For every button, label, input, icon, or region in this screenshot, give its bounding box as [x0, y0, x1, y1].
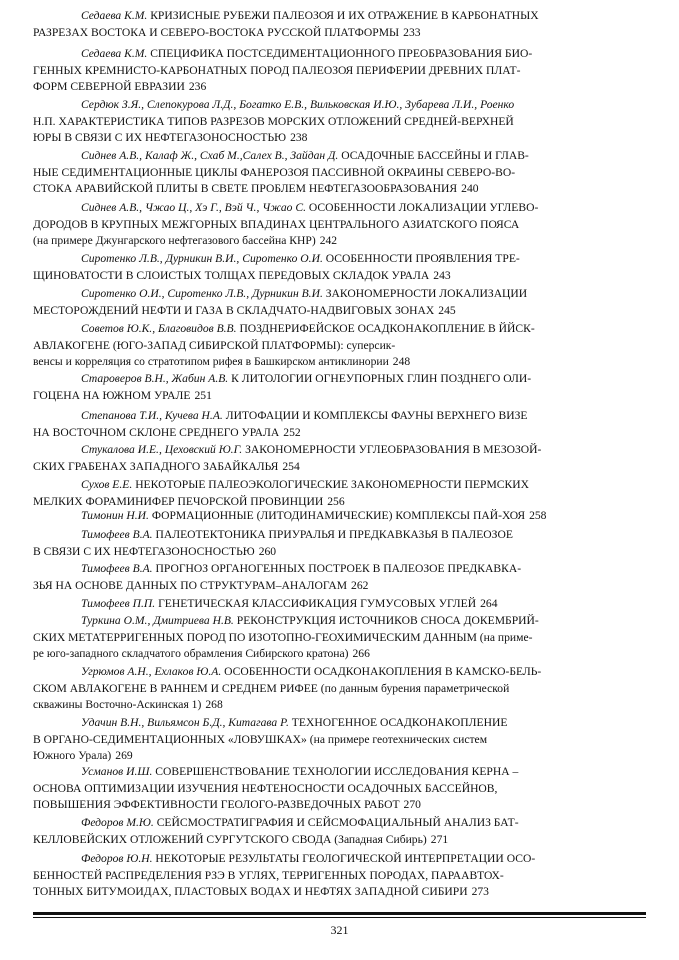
toc-entry	[33, 508, 646, 525]
entry-title-line: ОСНОВА ОПТИМИЗАЦИИ ИЗУЧЕНИЯ НЕФТЕНОСНОСТИ ОСАДОЧНЫХ БАССЕЙНОВ,	[33, 781, 498, 795]
entry-title-line: НЫЕ СЕДИМЕНТАЦИОННЫЕ ЦИКЛЫ ФАНЕРОЗОЯ ПАССИВНОЙ ОКРАИНЫ СЕВЕРО-ВО-	[33, 165, 516, 179]
entry-author: Сиротенко Л.В., Дурникин В.И., Сиротенко О.И.	[81, 252, 323, 265]
toc-entry	[33, 321, 646, 371]
entry-author: Тимофеев В.А.	[81, 528, 153, 541]
entry-title-line: ЮРЫ В СВЯЗИ С ИХ НЕФТЕГАЗОНОСНОСТЬЮ	[33, 131, 287, 145]
entry-first-line	[33, 8, 646, 25]
entry-line	[33, 130, 646, 147]
entry-line	[33, 181, 646, 198]
entry-title-line: ПАЛЕОТЕКТОНИКА ПРИУРАЛЬЯ И ПРЕДКАВКАЗЬЯ В ПАЛЕОЗОЕ	[155, 528, 513, 541]
entry-line	[33, 884, 646, 901]
entry-title-line: АВЛАКОГЕНЕ (ЮГО-ЗАПАД СИБИРСКОЙ ПЛАТФОРМЫ): суперсик-	[33, 338, 396, 352]
toc-entry	[33, 715, 646, 765]
entry-line	[33, 217, 646, 234]
entry-line	[33, 165, 646, 182]
entry-page: 273	[471, 885, 489, 899]
entry-title-line: КРИЗИСНЫЕ РУБЕЖИ ПАЛЕОЗОЯ И ИХ ОТРАЖЕНИЕ В КАРБОНАТНЫХ	[150, 9, 539, 22]
entry-title-line: ЛИТОФАЦИИ И КОМПЛЕКСЫ ФАУНЫ ВЕРХНЕГО ВИЗЕ	[225, 409, 528, 422]
entry-title-line: ФОРМАЦИОННЫЕ (ЛИТОДИНАМИЧЕСКИЕ) КОМПЛЕКСЫ ПАЙ-ХОЯ	[151, 509, 526, 522]
toc-entry	[33, 851, 646, 901]
entry-title-line: ГЕННЫХ КРЕМНИСТО-КАРБОНАТНЫХ ПОРОД ПАЛЕОЗОЯ ПЕРИФЕРИИ ДРЕВНИХ ПЛАТ-	[33, 63, 521, 77]
entry-line	[33, 646, 646, 663]
entry-author: Тимонин Н.И.	[81, 509, 149, 522]
entry-page: 262	[351, 578, 369, 592]
entry-title-line: ЗАКОНОМЕРНОСТИ ЛОКАЛИЗАЦИИ	[325, 287, 528, 300]
entry-author: Удачин В.Н., Вильямсон Б.Д., Китагава Р.	[81, 716, 289, 729]
entry-first-line	[33, 408, 646, 425]
entry-page: 269	[115, 749, 133, 763]
entry-author: Усманов И.Ш.	[81, 765, 153, 778]
entry-title-line: БЕННОСТЕЙ РАСПРЕДЕЛЕНИЯ РЗЭ В УГЛЯХ, ТЕРРИГЕННЫХ ПОРОДАХ, ПАРААВТОХ-	[33, 868, 504, 882]
toc-entry	[33, 148, 646, 198]
entry-page: 238	[290, 131, 308, 145]
entry-title-line: РЕКОНСТРУКЦИЯ ИСТОЧНИКОВ СНОСА ДОКЕМБРИЙ-	[236, 614, 539, 627]
footer-rule-thick	[33, 912, 646, 915]
entry-title-line: ОСОБЕННОСТИ ОСАДКОНАКОПЛЕНИЯ В КАМСКО-БЕЛЬ-	[224, 665, 542, 678]
entry-first-line	[33, 715, 646, 732]
entry-title-line: НЕКОТОРЫЕ РЕЗУЛЬТАТЫ ГЕОЛОГИЧЕСКОЙ ИНТЕРПРЕТАЦИИ ОСО-	[155, 852, 536, 865]
entry-page: 264	[480, 597, 498, 610]
entry-author: Туркина О.М., Дмитриева Н.В.	[81, 614, 234, 627]
toc-entry	[33, 815, 646, 848]
entry-page: 240	[461, 182, 479, 196]
page-number: 321	[330, 923, 349, 937]
entry-title-line: ЗЬЯ НА ОСНОВЕ ДАННЫХ ПО СТРУКТУРАМ–АНАЛОГАМ	[33, 578, 348, 592]
entry-page: 236	[188, 80, 207, 94]
entry-title-line: ФОРМ СЕВЕРНОЙ ЕВРАЗИИ	[33, 80, 185, 94]
entry-title-line: СКОМ АВЛАКОГЕНЕ В РАННЕМ И СРЕДНЕМ РИФЕЕ (по данным бурения параметрической	[33, 681, 510, 695]
entry-title-line: СЕЙСМОСТРАТИГРАФИЯ И СЕЙСМОФАЦИАЛЬНЫЙ АНАЛИЗ БАТ-	[156, 816, 519, 829]
entry-first-line	[33, 46, 646, 63]
toc-entry	[33, 286, 646, 319]
entry-first-line	[33, 286, 646, 303]
entry-first-line	[33, 442, 646, 459]
entry-author: Седаева К.М.	[81, 9, 148, 22]
entry-page: 242	[319, 234, 338, 248]
entry-author: Сиднев А.В., Чжао Ц., Хэ Г., Вэй Ч., Чжао С.	[81, 201, 306, 214]
entry-title-line: СПЕЦИФИКА ПОСТСЕДИМЕНТАЦИОННОГО ПРЕОБРАЗОВАНИЯ БИО-	[150, 47, 533, 60]
entry-page: 254	[282, 459, 300, 473]
entry-first-line	[33, 200, 646, 217]
entry-author: Сиротенко О.И., Сиротенко Л.В., Дурникин В.И.	[81, 287, 323, 300]
entry-line	[33, 25, 646, 42]
toc-entry	[33, 8, 646, 41]
entry-line	[33, 832, 646, 849]
entry-page: 252	[283, 425, 301, 439]
entry-page: 271	[430, 832, 449, 846]
entry-title-line: ОСОБЕННОСТИ ПРОЯВЛЕНИЯ ТРЕ-	[325, 252, 520, 265]
entry-title-line: ПОВЫШЕНИЯ ЭФФЕКТИВНОСТИ ГЕОЛОГО-РАЗВЕДОЧНЫХ РАБОТ	[33, 798, 400, 812]
entry-line	[33, 868, 646, 885]
entry-author: Седаева К.М.	[81, 47, 148, 60]
entry-page: 270	[403, 798, 421, 812]
entry-title-line: ТЕХНОГЕННОЕ ОСАДКОНАКОПЛЕНИЕ	[291, 716, 508, 729]
entry-author: Тимофеев П.П.	[81, 597, 156, 610]
toc-entry	[33, 200, 646, 250]
entry-author: Угрюмов А.Н., Ехлаков Ю.А.	[81, 665, 222, 678]
entry-author: Сиднев А.В., Калаф Ж., Схаб М.,Салех В., Зайдан Д.	[81, 149, 339, 162]
entry-page: 268	[205, 698, 223, 712]
entry-first-line	[33, 97, 646, 114]
entry-title-line: (на примере Джунгарского нефтегазового бассейна КНР)	[33, 234, 316, 248]
entry-page: 260	[258, 544, 277, 558]
toc-entry	[33, 371, 646, 404]
entry-page: 251	[194, 388, 212, 402]
entry-first-line	[33, 664, 646, 681]
entry-author: Стукалова И.Е., Цеховский Ю.Г.	[81, 443, 243, 456]
entry-line	[33, 732, 646, 749]
entry-page: 256	[327, 494, 345, 508]
entry-title-line: В СВЯЗИ С ИХ НЕФТЕГАЗОНОСНОСТЬЮ	[33, 544, 255, 558]
entry-line	[33, 630, 646, 647]
entry-page: 233	[403, 25, 421, 39]
toc-entry	[33, 527, 646, 560]
entry-line	[33, 303, 646, 320]
entry-first-line	[33, 764, 646, 781]
entry-author: Тимофеев В.А.	[81, 562, 153, 575]
entry-author: Степанова Т.И., Кучева Н.А.	[81, 409, 223, 422]
entry-first-line	[33, 613, 646, 630]
entry-line	[33, 268, 646, 285]
entry-line	[33, 781, 646, 798]
entry-line	[33, 79, 646, 96]
entry-line	[33, 697, 646, 714]
entry-title-line: КЕЛЛОВЕЙСКИХ ОТЛОЖЕНИЙ СУРГУТСКОГО СВОДА (Западная Сибирь)	[33, 832, 427, 846]
entry-line	[33, 578, 646, 595]
entry-line	[33, 748, 646, 765]
toc-entry	[33, 408, 646, 441]
entry-line	[33, 233, 646, 250]
footer-rule-thin	[33, 917, 646, 918]
toc-entry	[33, 596, 646, 613]
toc-entry	[33, 664, 646, 714]
entry-title-line: СОВЕРШЕНСТВОВАНИЕ ТЕХНОЛОГИИ ИССЛЕДОВАНИЯ КЕРНА –	[155, 765, 519, 778]
entry-line	[33, 63, 646, 80]
entry-author: Сердюк З.Я., Слепокурова Л.Д., Богатко Е.В., Вильковская И.Ю., Зубарева Л.И., Роенко	[81, 98, 515, 111]
toc-entry	[33, 477, 646, 510]
entry-title-line: ЗАКОНОМЕРНОСТИ УГЛЕОБРАЗОВАНИЯ В МЕЗОЗОЙ-	[245, 443, 542, 456]
entry-line	[33, 425, 646, 442]
entry-title-line: МЕСТОРОЖДЕНИЙ НЕФТИ И ГАЗА В СКЛАДЧАТО-НАДВИГОВЫХ ЗОНАХ	[33, 303, 435, 317]
toc-entry	[33, 561, 646, 594]
entry-title-line: ГЕНЕТИЧЕСКАЯ КЛАССИФИКАЦИЯ ГУМУСОВЫХ УГЛЕЙ	[158, 597, 477, 610]
entry-first-line	[33, 561, 646, 578]
entry-title-line: НА ВОСТОЧНОМ СКЛОНЕ СРЕДНЕГО УРАЛА	[33, 425, 280, 439]
entry-title-line: ЩИНОВАТОСТИ В СЛОИСТЫХ ТОЛЩАХ ПЕРЕДОВЫХ СКЛАДОК УРАЛА	[33, 268, 430, 282]
toc-entry	[33, 613, 646, 663]
entry-line	[33, 544, 646, 561]
entry-title-line: ГОЦЕНА НА ЮЖНОМ УРАЛЕ	[33, 388, 191, 402]
entry-author: Сухов Е.Е.	[81, 478, 133, 491]
entry-line	[33, 459, 646, 476]
entry-title-line: ТОННЫХ БИТУМОИДАХ, ПЛАСТОВЫХ ВОДАХ И НЕФТЯХ ЗАПАДНОЙ СИБИРИ	[33, 885, 468, 899]
toc-entry	[33, 97, 646, 147]
entry-title-line: В ОРГАНО-СЕДИМЕНТАЦИОННЫХ «ЛОВУШКАХ» (на примере геотехнических систем	[33, 732, 488, 746]
entry-title-line: НЕКОТОРЫЕ ПАЛЕОЭКОЛОГИЧЕСКИЕ ЗАКОНОМЕРНОСТИ ПЕРМСКИХ	[135, 478, 529, 491]
entry-author: Федоров М.Ю.	[81, 816, 154, 829]
entry-first-line	[33, 371, 646, 388]
entry-title-line: К ЛИТОЛОГИИ ОГНЕУПОРНЫХ ГЛИН ПОЗДНЕГО ОЛИ-	[231, 372, 532, 385]
entry-first-line	[33, 815, 646, 832]
entry-line	[33, 797, 646, 814]
entry-author: Староверов В.Н., Жабин А.В.	[81, 372, 229, 385]
entry-first-line	[33, 851, 646, 868]
entry-title-line: ПРОГНОЗ ОРГАНОГЕННЫХ ПОСТРОЕК В ПАЛЕОЗОЕ ПРЕДКАВКА-	[155, 562, 522, 575]
toc-entry	[33, 764, 646, 814]
entry-first-line	[33, 477, 646, 494]
entry-page: 258	[529, 509, 547, 522]
entry-title-line: СКИХ МЕТАТЕРРИГЕННЫХ ПОРОД ПО ИЗОТОПНО-ГЕОХИМИЧЕСКИМ ДАННЫМ (на приме-	[33, 630, 533, 644]
entry-first-line	[33, 527, 646, 544]
entry-title-line: МЕЛКИХ ФОРАМИНИФЕР ПЕЧОРСКОЙ ПРОВИНЦИИ	[33, 494, 324, 508]
entry-title-line: венсы и корреляция со стратотипом рифея в Башкирском антиклинории	[33, 355, 389, 369]
entry-title-line: СТОКА АРАВИЙСКОЙ ПЛИТЫ В СВЕТЕ ПРОБЛЕМ НЕФТЕГАЗООБРАЗОВАНИЯ	[33, 182, 458, 196]
entry-line	[33, 338, 646, 355]
entry-first-line	[33, 321, 646, 338]
entry-page: 248	[392, 355, 411, 369]
entry-first-line	[33, 251, 646, 268]
entry-author: Советов Ю.К., Благовидов В.В.	[81, 322, 237, 335]
entry-first-line	[33, 148, 646, 165]
entry-line	[33, 388, 646, 405]
entry-title-line: ре юго-западного складчатого обрамления Сибирского кратона)	[33, 647, 349, 661]
entry-title-line: Н.П. ХАРАКТЕРИСТИКА ТИПОВ РАЗРЕЗОВ МОРСКИХ ОТЛОЖЕНИЙ СРЕДНЕЙ-ВЕРХНЕЙ	[33, 114, 514, 128]
toc-entry	[33, 442, 646, 475]
entry-title-line: ОСАДОЧНЫЕ БАССЕЙНЫ И ГЛАВ-	[341, 149, 529, 162]
entry-page: 266	[352, 647, 370, 661]
entry-page: 245	[438, 303, 456, 317]
entry-line	[33, 681, 646, 698]
entry-page: 243	[433, 268, 451, 282]
entry-title-line: СКИХ ГРАБЕНАХ ЗАПАДНОГО ЗАБАЙКАЛЬЯ	[33, 459, 279, 473]
entry-title-line: ПОЗДНЕРИФЕЙСКОЕ ОСАДКОНАКОПЛЕНИЕ В ЙЙСК-	[239, 322, 535, 335]
entry-title-line: ОСОБЕННОСТИ ЛОКАЛИЗАЦИИ УГЛЕВО-	[308, 201, 539, 214]
entry-title-line: Южного Урала)	[33, 749, 112, 763]
entry-title-line: РАЗРЕЗАХ ВОСТОКА И СЕВЕРО-ВОСТОКА РУССКОЙ ПЛАТФОРМЫ	[33, 25, 400, 39]
entry-title-line: ДОРОДОВ В КРУПНЫХ МЕЖГОРНЫХ ВПАДИНАХ ЦЕНТРАЛЬНОГО АЗИАТСКОГО ПОЯСА	[33, 217, 520, 231]
entry-author: Федоров Ю.Н.	[81, 852, 153, 865]
entry-line	[33, 114, 646, 131]
entry-first-line	[33, 508, 646, 525]
toc-entry	[33, 46, 646, 96]
entry-first-line	[33, 596, 646, 613]
entry-line	[33, 354, 646, 371]
toc-entry	[33, 251, 646, 284]
entry-title-line: скважины Восточно-Аскинская 1)	[33, 698, 202, 712]
